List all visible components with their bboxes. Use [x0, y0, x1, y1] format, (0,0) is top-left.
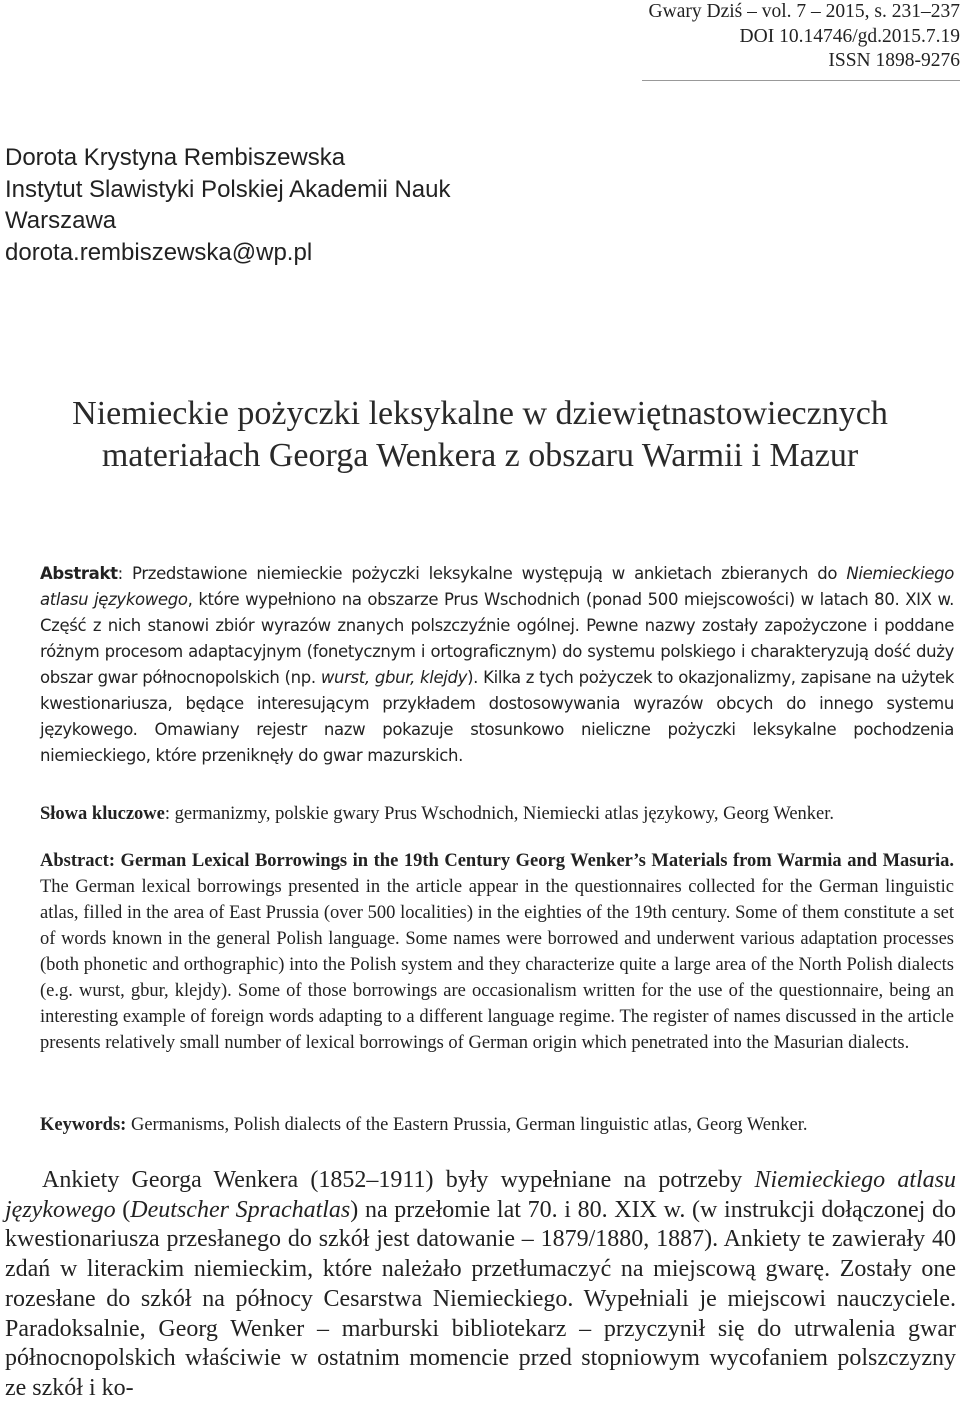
abstract-pl-text-2: , które wypełniono na obszarze Prus Wschodnich (ponad 500 miejscowości) w latach 80. XIX w. Część z nich stanowi zbiór wyrazów znanych polszczyźnie ogólnej. Pewne nazwy zostały zapożyczone i poddane różnym procesom adaptacyjnym (fonetycznym i ortograficznym) do systemu polskiego i charakteryzują dość duży obszar gwar północnopolskich (np. [40, 590, 954, 687]
issn: ISSN 1898-9276 [828, 50, 960, 71]
keywords-en-text: Germanisms, Polish dialects of the Eastern Prussia, German linguistic atlas, Georg Wenker. [126, 1115, 808, 1135]
author-block [5, 142, 451, 268]
article-title [40, 393, 920, 477]
keywords-pl-label: Słowa kluczowe [40, 804, 165, 824]
author-institution: Instytut Slawistyki Polskiej Akademii Nauk [5, 175, 451, 203]
body-text-3: ) na przełomie lat 70. i 80. XIX w. (w instrukcji dołączonej do kwestionariusza przesłanego do szkół jest datowanie – 1879/1880, 1887). Ankiety te zawierały 40 zdań w literackim niemieckim, które należało przetłumaczyć na miejscową gwarę. Zostały one rozesłane do szkół na północy Cesarstwa Niemieckiego. Wypełniali je miejscowi nauczyciele. Paradoksalnie, Georg Wenker – marburski bibliotekarz – przyczynił się do utrwalenia gwar północnopolskich właściwie w ostatnim momencie przed stopniowym wycofaniem polszczyzny ze szkół i ko- [5, 1196, 956, 1401]
abstract-pl-atlas: Niemieckiego atlasu językowego [40, 564, 954, 609]
author-name: Dorota Krystyna Rembiszewska [5, 144, 346, 171]
abstract-pl-text-1: : Przedstawione niemieckie pożyczki leksykalne występują w ankietach zbieranych do [117, 564, 847, 583]
author-city: Warszawa [5, 207, 117, 234]
abstract-pl-text-3: ). Kilka z tych pożyczek to okazjonalizmy, zapisane na użytek kwestionariusza, będące interesującym przykładem dostosowywania wyrazów obcych do innego systemu językowego. Omawiany rejestr nazw pokazuje stosunkowo nieliczne pożyczki leksykalne pochodzenia niemieckiego, które przeniknęły do gwar mazurskich. [40, 668, 954, 765]
body-atlas-de: Deutscher Sprachatlas [130, 1196, 351, 1223]
journal-header [540, 0, 960, 81]
abstract-en-text: The German lexical borrowings presented in the article appear in the questionnaires collected for the German linguistic atlas, filled in the area of East Prussia (over 500 localities) in the eighties of the 19th century. Some of them constitute a set of words known in the general Polish language. Some names were borrowed and underwent various adaptation processes (both phonetic and orthographic) into the Polish system and they characterize quite a large area of the North Polish dialects (e.g. wurst, gbur, klejdy). Some of those borrowings are occasionalism written for the use of the questionnaire, being an interesting example of foreign words adapting to a different language regime. The register of names discussed in the article presents relatively small number of lexical borrowings of German origin which penetrated into the Masurian dialects. [40, 877, 954, 1053]
author-email[interactable]: dorota.rembiszewska@wp.pl [5, 238, 313, 266]
body-text-2: ( [115, 1196, 131, 1223]
keywords-english [40, 1112, 954, 1138]
abstract-en-label: Abstract: German Lexical Borrowings in the 19th Century Georg Wenker’s Materials from Warmia and Masuria. [40, 851, 954, 871]
doi[interactable]: DOI 10.14746/gd.2015.7.19 [739, 25, 960, 47]
keywords-en-label: Keywords: [40, 1115, 127, 1135]
keywords-polish [40, 801, 954, 827]
title-line-1: Niemieckie pożyczki leksykalne w dziewiętnastowiecznych [72, 395, 888, 432]
keywords-pl-text: : germanizmy, polskie gwary Prus Wschodnich, Niemiecki atlas językowy, Georg Wenker. [164, 804, 835, 824]
abstract-polish [40, 561, 954, 769]
abstract-pl-examples: wurst, gbur, klejdy [320, 668, 468, 687]
body-paragraph [5, 1166, 956, 1404]
header-rule [642, 80, 960, 81]
abstract-pl-label: Abstrakt [40, 564, 118, 583]
body-text-1: Ankiety Georga Wenkera (1852–1911) były wypełniane na potrzeby [42, 1167, 755, 1193]
title-line-2: materiałach Georga Wenkera z obszaru Warmii i Mazur [101, 437, 859, 474]
journal-citation: Gwary Dziś – vol. 7 – 2015, s. 231–237 [648, 1, 960, 22]
abstract-english [40, 848, 954, 1056]
body-atlas: Niemieckiego atlasu językowego [5, 1167, 957, 1223]
